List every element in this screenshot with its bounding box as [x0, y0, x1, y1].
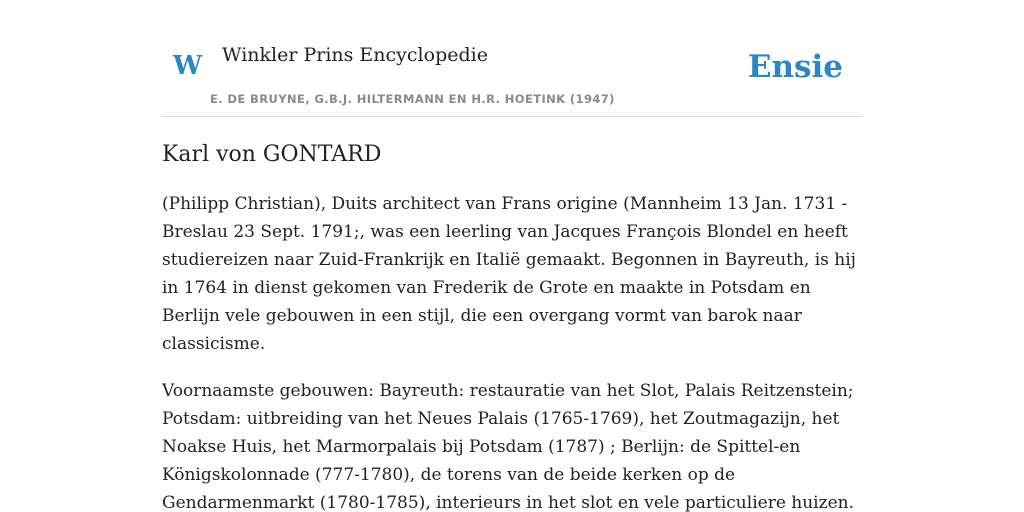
- winkler-prins-logo[interactable]: W: [173, 51, 203, 81]
- site-subtitle: E. DE BRUYNE, G.B.J. HILTERMANN EN H.R. HOETINK (1947): [210, 92, 615, 106]
- site-header: [162, 0, 862, 117]
- article-paragraph-2: Voornaamste gebouwen: Bayreuth: restauratie van het Slot, Palais Reitzenstein; Potsdam: uitbreiding van het Neues Palais (1765-1769), het Zoutmagazijn, het Noakse Huis, het Marmorpalais bij Potsdam (1787) ; Berlijn: de Spittel-en Königskolonnade (777-1780), de torens van de beide kerken op de Gendarmenmarkt (1780-1785), interieurs in het slot en vele particuliere huizen.: [162, 381, 854, 512]
- article: [162, 140, 862, 512]
- ensie-logo[interactable]: Ensie: [747, 49, 843, 85]
- article-title: Karl von GONTARD: [162, 142, 382, 167]
- site-title[interactable]: Winkler Prins Encyclopedie: [222, 44, 488, 66]
- article-paragraph-1: (Philipp Christian), Duits architect van Frans origine (Mannheim 13 Jan. 1731 - Breslau 23 Sept. 1791;, was een leerling van Jacques François Blondel en heeft studiereizen naar Zuid-Frankrijk en Italië gemaakt. Begonnen in Bayreuth, is hij in 1764 in dienst gekomen van Frederik de Grote en maakte in Potsdam en Berlijn vele gebouwen in een stijl, die een overgang vormt van barok naar classicisme.: [162, 194, 856, 354]
